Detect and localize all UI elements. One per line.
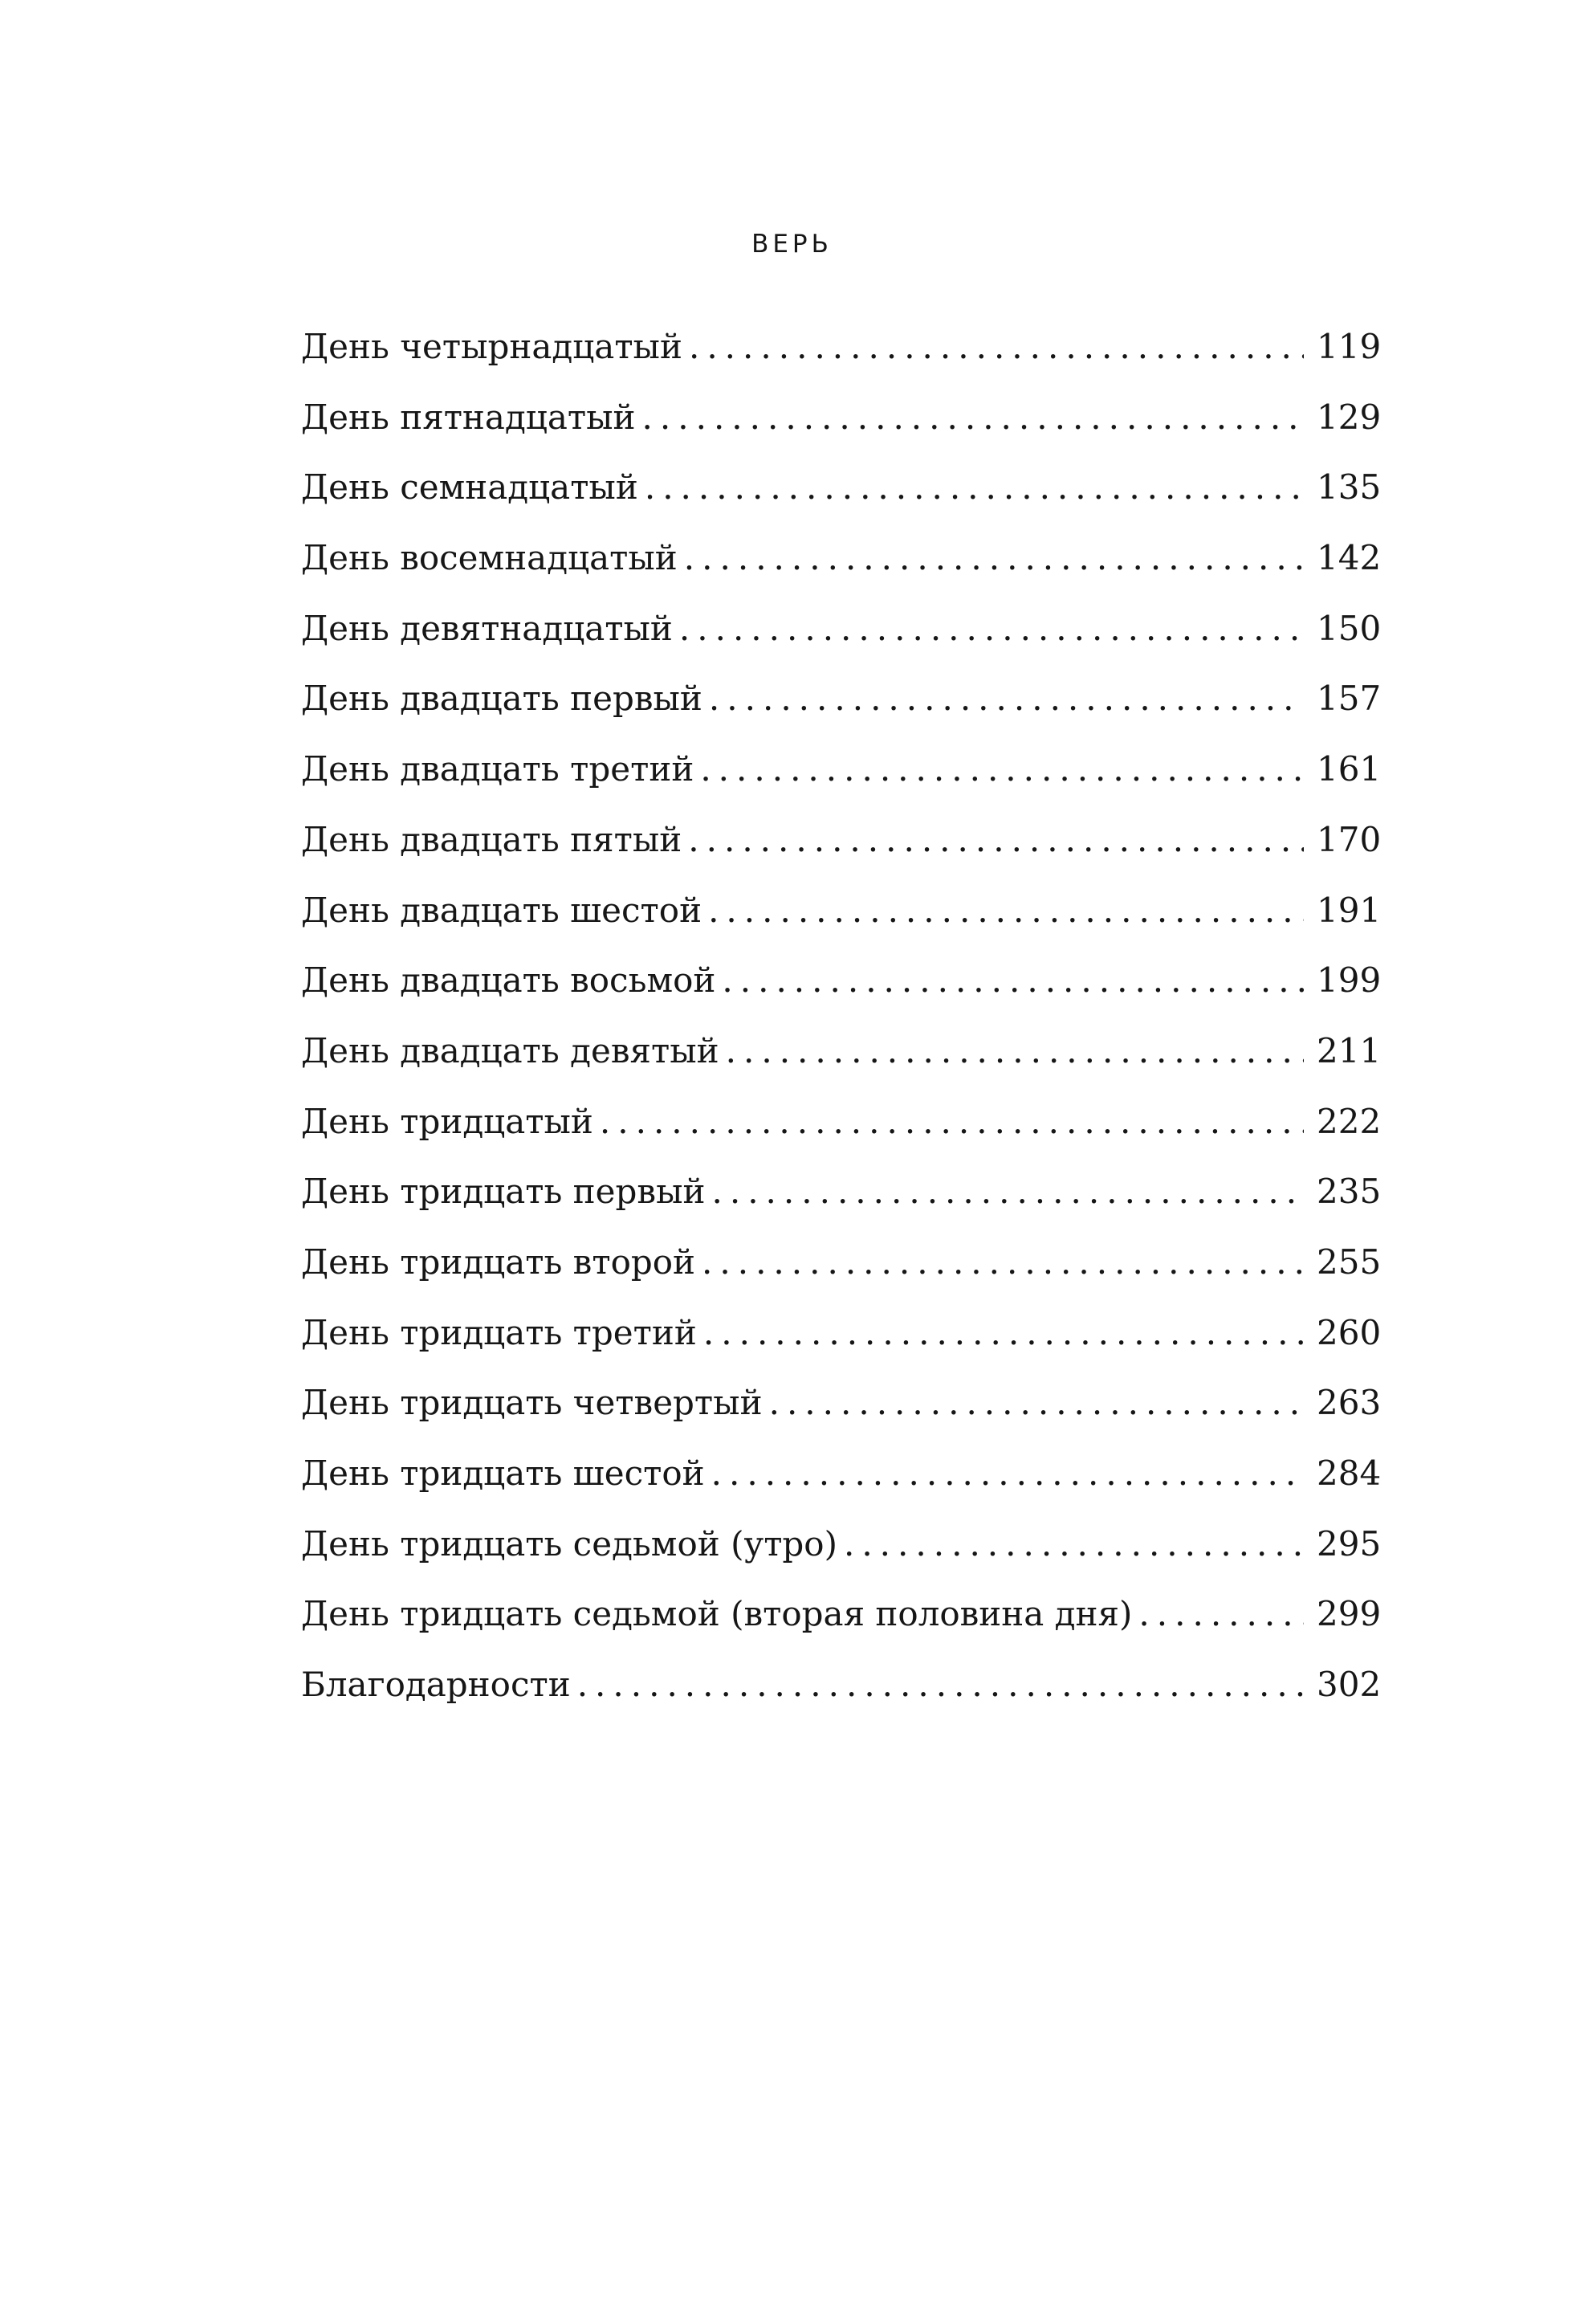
toc-entry-title: День девятнадцатый bbox=[301, 608, 673, 648]
dot-leader bbox=[722, 956, 1304, 1005]
toc-entry bbox=[301, 745, 1381, 816]
toc-entry-title: День двадцать шестой bbox=[301, 890, 702, 930]
toc-entry-title: День тридцать седьмой (утро) bbox=[301, 1523, 837, 1564]
toc-entry-title: День тридцать третий bbox=[301, 1312, 697, 1352]
dot-leader bbox=[712, 1168, 1305, 1216]
toc-entry-title: День тридцать второй bbox=[301, 1242, 696, 1282]
toc-entry bbox=[301, 1590, 1381, 1661]
toc-entry-page: 170 bbox=[1317, 819, 1382, 859]
dot-leader bbox=[844, 1520, 1304, 1568]
toc-entry bbox=[301, 1098, 1381, 1168]
dot-leader bbox=[642, 393, 1304, 442]
toc-entry-title: День двадцать третий bbox=[301, 749, 694, 789]
toc-entry bbox=[301, 956, 1381, 1027]
toc-entry-page: 191 bbox=[1317, 890, 1382, 930]
dot-leader bbox=[702, 1238, 1304, 1286]
toc-entry-title: День двадцать первый bbox=[301, 679, 702, 719]
toc-entry bbox=[301, 534, 1381, 605]
toc-entry bbox=[301, 1168, 1381, 1238]
toc-entry bbox=[301, 1449, 1381, 1520]
toc-entry bbox=[301, 1309, 1381, 1380]
dot-leader bbox=[711, 1449, 1304, 1498]
toc-entry-title: День двадцать девятый bbox=[301, 1030, 719, 1070]
toc-entry-page: 157 bbox=[1317, 679, 1382, 719]
dot-leader bbox=[577, 1661, 1304, 1709]
dot-leader bbox=[700, 745, 1304, 793]
toc-entry-page: 295 bbox=[1317, 1523, 1382, 1564]
toc-entry-page: 255 bbox=[1317, 1242, 1382, 1282]
toc-entry-page: 263 bbox=[1317, 1383, 1382, 1423]
toc-entry bbox=[301, 1661, 1381, 1731]
toc-entry-page: 235 bbox=[1317, 1172, 1382, 1212]
toc-entry bbox=[301, 675, 1381, 745]
dot-leader bbox=[708, 887, 1304, 935]
toc-entry bbox=[301, 605, 1381, 675]
toc-entry-page: 222 bbox=[1317, 1101, 1382, 1141]
toc-entry-title: День тридцать первый bbox=[301, 1172, 706, 1212]
toc-entry-page: 302 bbox=[1317, 1665, 1382, 1705]
toc-entry-page: 150 bbox=[1317, 608, 1382, 648]
toc-entry-page: 199 bbox=[1317, 960, 1382, 1001]
toc-entry-page: 299 bbox=[1317, 1594, 1382, 1634]
toc-entry-page: 260 bbox=[1317, 1312, 1382, 1352]
dot-leader bbox=[688, 816, 1304, 864]
dot-leader bbox=[703, 1309, 1304, 1357]
toc-entry bbox=[301, 816, 1381, 887]
toc-entry bbox=[301, 323, 1381, 393]
toc-entry-title: День тридцать седьмой (вторая половина дня) bbox=[301, 1594, 1133, 1634]
dot-leader bbox=[679, 605, 1304, 653]
toc-entry-title: День восемнадцатый bbox=[301, 538, 678, 578]
toc-entry-title: День двадцать пятый bbox=[301, 819, 682, 859]
running-head: ВЕРЬ bbox=[751, 230, 833, 259]
table-of-contents bbox=[301, 323, 1381, 1731]
toc-entry-title: День двадцать восьмой bbox=[301, 960, 716, 1001]
toc-entry bbox=[301, 393, 1381, 464]
dot-leader bbox=[600, 1098, 1304, 1146]
toc-entry-page: 142 bbox=[1317, 538, 1382, 578]
toc-entry-page: 161 bbox=[1317, 749, 1382, 789]
dot-leader bbox=[689, 323, 1304, 371]
dot-leader bbox=[769, 1379, 1304, 1427]
toc-entry-page: 135 bbox=[1317, 467, 1382, 508]
toc-entry bbox=[301, 887, 1381, 957]
toc-entry-title: День тридцать шестой bbox=[301, 1454, 705, 1493]
toc-entry-page: 211 bbox=[1317, 1030, 1382, 1070]
dot-leader bbox=[684, 534, 1304, 582]
toc-entry bbox=[301, 1520, 1381, 1591]
toc-entry-page: 119 bbox=[1317, 327, 1382, 366]
dot-leader bbox=[1138, 1590, 1304, 1638]
dot-leader bbox=[726, 1027, 1304, 1075]
toc-entry bbox=[301, 1027, 1381, 1098]
toc-entry-title: Благодарности bbox=[301, 1665, 571, 1705]
toc-entry-title: День тридцатый bbox=[301, 1101, 593, 1141]
toc-entry bbox=[301, 1238, 1381, 1309]
dot-leader bbox=[645, 463, 1304, 512]
toc-entry-title: День тридцать четвертый bbox=[301, 1383, 763, 1423]
toc-entry-page: 129 bbox=[1317, 397, 1382, 437]
toc-entry bbox=[301, 463, 1381, 534]
toc-entry-title: День семнадцатый bbox=[301, 467, 638, 508]
toc-entry-page: 284 bbox=[1317, 1454, 1382, 1493]
toc-entry-title: День пятнадцатый bbox=[301, 397, 636, 437]
toc-entry-title: День четырнадцатый bbox=[301, 327, 682, 366]
toc-entry bbox=[301, 1379, 1381, 1449]
dot-leader bbox=[709, 675, 1304, 723]
